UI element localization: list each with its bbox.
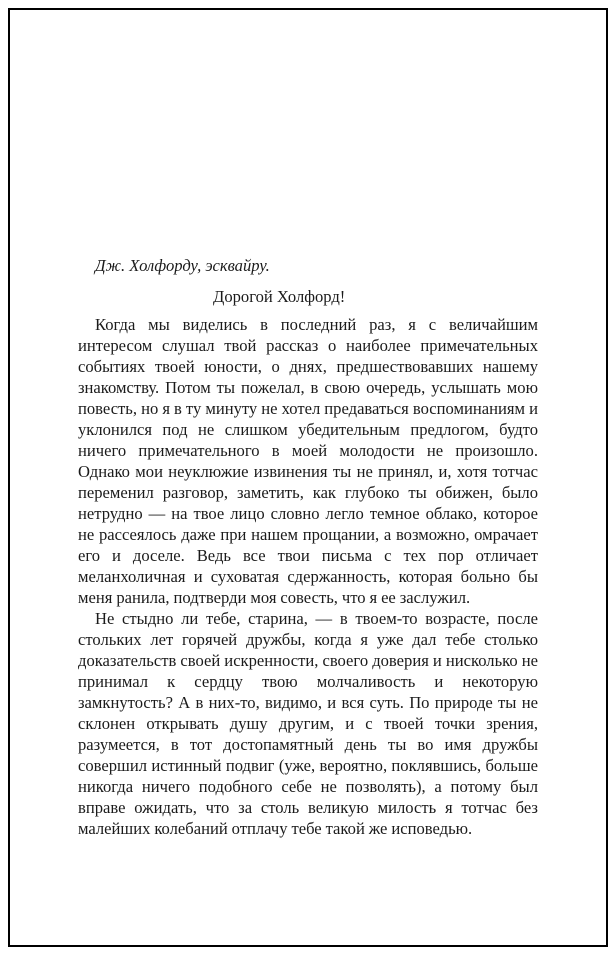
salutation-line: Дорогой Холфорд! bbox=[213, 287, 346, 306]
paragraph: Когда мы виделись в последний раз, я с величайшим интересом слушал твой рассказ о наиболее примечательных событиях твоей юности, о днях, предшествовавших нашему знакомству. Потом ты пожелал, в свою очередь, услышать мою повесть, но я в ту минуту не хотел предаваться воспоминаниям и уклонился под не слишком убедительным предлогом, будто ничего примечательного в моей молодости не произошло. Однако мои неуклюжие извинения ты не принял, и, хотя тотчас переменил разговор, заметить, как глубоко ты обижен, было нетрудно — на твое лицо словно легло темное облако, которое не рассеялось даже при нашем прощании, а возможно, омрачает его и доселе. Ведь все твои письма с тех пор отличает меланхоличная и суховатая сдержанность, которая больно бы меня ранила, подтверди моя совесть, что я ее заслужил. bbox=[78, 315, 538, 607]
text-block bbox=[78, 255, 538, 839]
dedication-line: Дж. Холфорду, эсквайру. bbox=[95, 256, 270, 275]
paragraph: Не стыдно ли тебе, старина, — в твоем-то возрасте, после стольких лет горячей дружбы, когда я уже дал тебе столько доказательств своей искренности, своего доверия и нисколько не принимал к сердцу твою молчаливость и некоторую замкнутость? А в них-то, видимо, и вся суть. По природе ты не склонен открывать душу другим, и с твоей точки зрения, разумеется, в тот достопамятный день ты во имя дружбы совершил истинный подвиг (уже, вероятно, поклявшись, больше никогда ничего подобного себе не позволять), а потому был вправе ожидать, что за столь великую милость я тотчас без малейших колебаний отплачу тебе такой же исповедью. bbox=[78, 609, 538, 838]
